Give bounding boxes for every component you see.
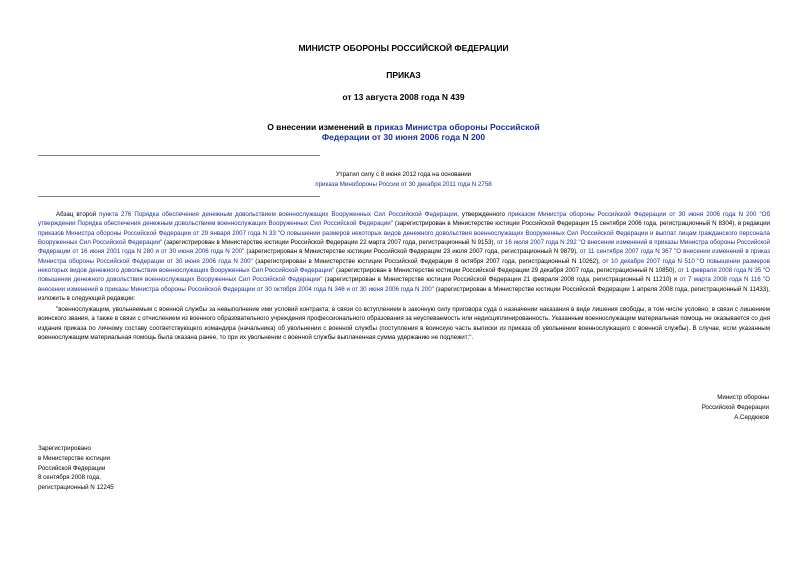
divider-top [38, 155, 320, 156]
paragraph-text: (зарегистрирован в Министерстве юстиции Российской Федерации 29 декабря 2007 года, регистрационный N 10850), [334, 267, 678, 275]
reference-link[interactable]: приказов Министра обороны Российской Федерации от 29 января 2007 года N 33 "О повышении размеров некоторых видов денежного довольствия военнослужащих Вооруженных Сил Российской Федерации и выплат лицам гражданского персонала Вооруженных Сил Российской Федерации" [38, 229, 770, 247]
registration-block [38, 444, 114, 493]
registration-line-4: 8 сентября 2008 года, [38, 474, 101, 482]
paragraph-text: , утвержденного [457, 211, 509, 218]
signer-org: Российской Федерации [701, 403, 769, 411]
title-prefix: О внесении изменений в [267, 122, 375, 132]
reference-link[interactable]: от 16 июля 2007 года N 292 "О внесении изменений в приказы Министра обороны Российской Федерации от 16 июня 2001 года N 280 и от 30 июня 2006 года N 200" [38, 239, 770, 256]
signer-title: Министр обороны [717, 394, 769, 401]
divider-bottom [38, 196, 320, 197]
document-date-number: от 13 августа 2008 года N 439 [342, 92, 465, 102]
paragraph-text: (зарегистрирован в Министерстве юстиции Российской Федерации 22 марта 2007 года, регистрационный N 9153), [162, 239, 497, 247]
registration-line-5: регистрационный N 12245 [38, 484, 114, 492]
reference-link[interactable]: от 11 сентября 2007 года N 367 "О внесении изменений в приказ Министра обороны Российской Федерации от 30 июня 2006 года N 200" [38, 248, 770, 265]
registration-line-2: в Министерстве юстиции [38, 454, 111, 462]
reference-link[interactable]: от 7 марта 2008 года N 116 "О внесении изменений в приказы Министра обороны Российской Федерации от 30 октября 2004 года N 346 и от 30 июня 2006 года N 200" [38, 276, 770, 293]
repeal-notice [250, 170, 557, 190]
quoted-paragraph: "военнослужащим, увольняемым с военной службы за невыполнение ими условий контракта; в связи со вступлением в законную силу приговора суда о назначении наказания в виде лишения свободы, в том числе условно; в связи с лишением воинского звания, а также в связи с отчислением из военного образовательного учреждения профессионального образования за неуспеваемость или недисциплинированность. Указанным военнослужащим материальная помощь не оказывается со дня издания приказа по личному составу соответствующего командира (начальника) об увольнении с военной службы (поступления в воинскую часть выписки из приказа об увольнении военнослужащего с военной службы). В случае, если указанным военнослужащим материальная помощь была оказана ранее, то при их увольнении с военной службы выплаченная сумма удержанию не подлежит;". [38, 306, 770, 342]
paragraph-text: (зарегистрирован в Министерстве юстиции Российской Федерации 15 сентября 2006 года, регистрационный N 8304), в редакции [392, 220, 770, 228]
paragraph-text: Абзац второй [56, 211, 100, 218]
paragraph-text: (зарегистрирован в Министерстве юстиции Российской Федерации 23 июля 2007 года, регистрационный N 9879), [244, 248, 580, 256]
amended-order-link[interactable]: приказ Министра обороны Российской Федерации от 30 июня 2006 года N 200 [321, 122, 540, 142]
registration-line-1: Зарегистрировано [38, 445, 91, 452]
reference-link[interactable]: от 1 февраля 2008 года N 35 "О повышении денежного довольствия военнослужащих Вооруженных Сил Российской Федерации" [38, 267, 770, 284]
reference-link[interactable]: пункта 276 Порядка обеспечения денежным довольствием военнослужащих Вооруженных Сил Российской Федерации [99, 211, 458, 218]
paragraph-text: (зарегистрирован в Министерстве юстиции Российской Федерации 21 февраля 2008 года, регистрационный N 11210) и [322, 276, 680, 284]
repeal-notice-text: Утратил силу с 8 июня 2012 года на основании [335, 171, 472, 178]
document-type: ПРИКАЗ [386, 70, 421, 80]
reference-link[interactable]: приказом Министра обороны Российской Федерации от 30 июня 2006 года N 200 "Об утверждении Порядка обеспечения денежным довольствием военнослужащих Вооруженных Сил Российской Федерации" [38, 211, 771, 228]
repealing-order-link[interactable]: приказа Минобороны России от 30 декабря 2011 года N 2758 [315, 181, 492, 188]
paragraph-text: (зарегистрирован в Министерстве юстиции Российской Федерации 1 апреля 2008 года, регистрационный N 11433), изложить в следующей редакции: [38, 285, 770, 303]
issuing-authority: МИНИСТР ОБОРОНЫ РОССИЙСКОЙ ФЕДЕРАЦИИ [298, 43, 509, 53]
document-title [250, 122, 557, 142]
registration-line-3: Российской Федерации [38, 464, 106, 472]
main-paragraph [38, 210, 770, 303]
signature-block [702, 393, 769, 422]
paragraph-text: (зарегистрирован в Министерстве юстиции Российской Федерации 8 октября 2007 года, регистрационный N 10262), [252, 257, 603, 265]
reference-link[interactable]: от 10 декабря 2007 года N 510 "О повышении размеров некоторых видов денежного довольствия военнослужащих Вооруженных Сил Российской Федерации" [38, 257, 770, 275]
signer-name: А.Сердюков [734, 413, 769, 421]
